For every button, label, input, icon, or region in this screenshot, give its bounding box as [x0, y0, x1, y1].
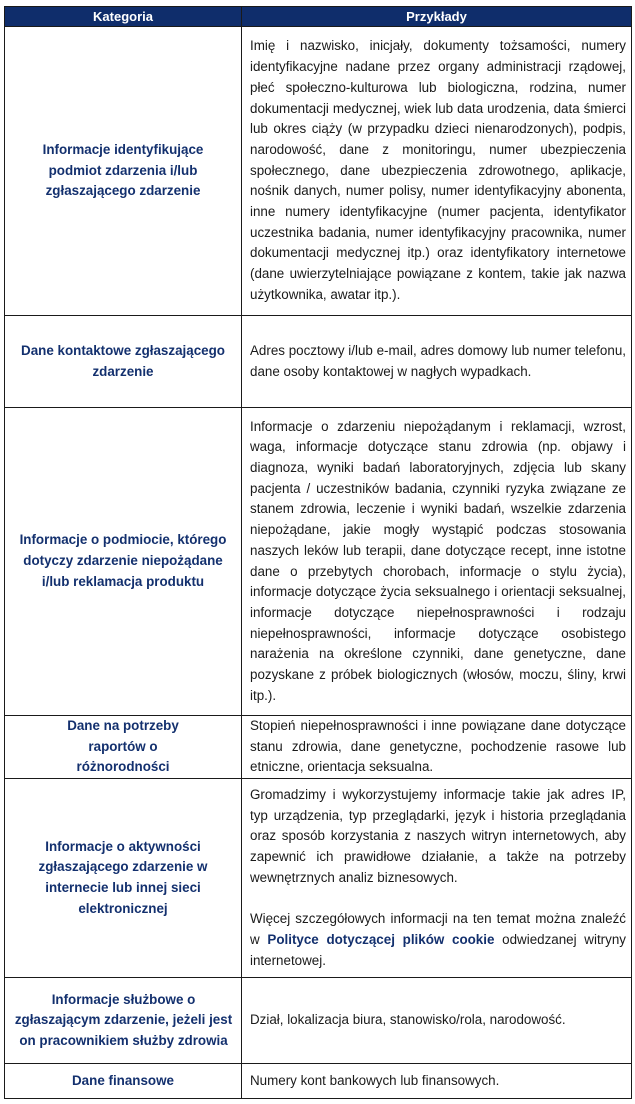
category-cell: [5, 978, 242, 1064]
paragraph-spacer: [250, 888, 626, 909]
table-row: [5, 1064, 632, 1099]
example-cell: [242, 779, 632, 978]
category-text: Informacje o podmiocie, którego dotyczy zdarzenie niepożądane i/lub reklamacja produktu: [19, 532, 227, 589]
data-categories-table-wrapper: [4, 6, 631, 1099]
category-text: Informacje o aktywności zgłaszającego zdarzenie w internecie lub innej sieci elektronicznej: [38, 838, 208, 916]
cookie-policy-link[interactable]: Polityce dotyczącej plików cookie: [267, 931, 495, 947]
example-cell: Adres pocztowy i/lub e-mail, adres domowy lub numer telefonu, dane osoby kontaktowej w nagłych wypadkach.: [242, 316, 632, 408]
table-row: [5, 779, 632, 978]
table-row: [5, 978, 632, 1064]
category-text: Dane na potrzeby raportów o różnorodności: [67, 718, 179, 775]
category-cell: [5, 316, 242, 408]
table-header-row: [5, 7, 632, 27]
table-row: [5, 27, 632, 316]
more-info-prefix: Więcej szczegółowych informacji na ten temat można znaleźć w: [250, 911, 626, 947]
category-cell: [5, 27, 242, 316]
table-row: [5, 316, 632, 408]
header-category: Kategoria: [5, 7, 242, 27]
example-cell: Imię i nazwisko, inicjały, dokumenty tożsamości, numery identyfikacyjne nadane przez organy administracji rządowej, płeć społeczno-kulturowa lub biologiczna, rodzina, numer dokumentacji medycznej, wiek lub data urodzenia, data śmierci lub okres ciąży (w przypadku dzieci nienarodzonych), podpis, narodowość, dane z monitoringu, numer ubezpieczenia społecznego, dane ubezpieczenia zdrowotnego, aplikacje, nośnik danych, numer polisy, numer identyfikacyjny abonenta, inne numery identyfikacyjne (numer pacjenta, identyfikator uczestnika badania, numer identyfikacyjny pracownika, numer dokumentacji medycznej itp.) oraz identyfikatory internetowe (dane uwierzytelniające powiązane z kontem, takie jak nazwa użytkownika, awatar itp.).: [242, 27, 632, 316]
example-cell: Dział, lokalizacja biura, stanowisko/rola, narodowość.: [242, 978, 632, 1064]
header-examples: Przykłady: [242, 7, 632, 27]
category-text: Informacje identyfikujące podmiot zdarzenia i/lub zgłaszającego zdarzenie: [42, 141, 204, 199]
example-paragraph-more: [250, 909, 626, 971]
category-text: Informacje służbowe o zgłaszającym zdarzenie, jeżeli jest on pracownikiem służby zdrowia: [14, 991, 233, 1048]
example-cell: Informacje o zdarzeniu niepożądanym i reklamacji, wzrost, waga, informacje dotyczące stanu zdrowia (np. objawy i diagnoza, wyniki badań laboratoryjnych, zdjęcia lub skany pacjenta / uczestników badania, czynniki ryzyka związane ze stanem zdrowia, leczenie i wyniki badań, wszelkie zdarzenia niepożądane, jakie mogły wystąpić podczas stosowania naszych leków lub terapii, dane dotyczące recept, inne istotne dane o przebytych chorobach, informacje o stylu życia), informacje dotyczące życia seksualnego i orientacji seksualnej, informacje dotyczące niepełnosprawności i rodzaju niepełnosprawności, informacje dotyczące osobistego narażenia na określone czynniki, dane genetyczne, dane pozyskane z próbek biologicznych (włosów, moczu, śliny, krwi itp.).: [242, 408, 632, 716]
data-categories-table: [4, 6, 632, 1099]
example-paragraph: Gromadzimy i wykorzystujemy informacje takie jak adres IP, typ urządzenia, typ przeglądarki, język i historia przeglądania oraz sposób korzystania z naszych witryn internetowych, aby zapewnić ich prawidłowe działanie, a także na potrzeby wewnętrznych analiz biznesowych.: [250, 786, 626, 885]
category-cell: [5, 408, 242, 716]
category-cell: Dane finansowe: [5, 1064, 242, 1099]
table-row: [5, 716, 632, 779]
table-row: [5, 408, 632, 716]
category-cell: [5, 716, 242, 779]
example-cell: Stopień niepełnosprawności i inne powiązane dane dotyczące stanu zdrowia, dane genetyczne, pochodzenie rasowe lub etniczne, orientacja seksualna.: [242, 716, 632, 779]
example-cell: Numery kont bankowych lub finansowych.: [242, 1064, 632, 1099]
category-text: Dane kontaktowe zgłaszającego zdarzenie: [21, 342, 225, 379]
category-cell: [5, 779, 242, 978]
more-info-suffix: odwiedzanej witryny internetowej.: [250, 931, 626, 968]
